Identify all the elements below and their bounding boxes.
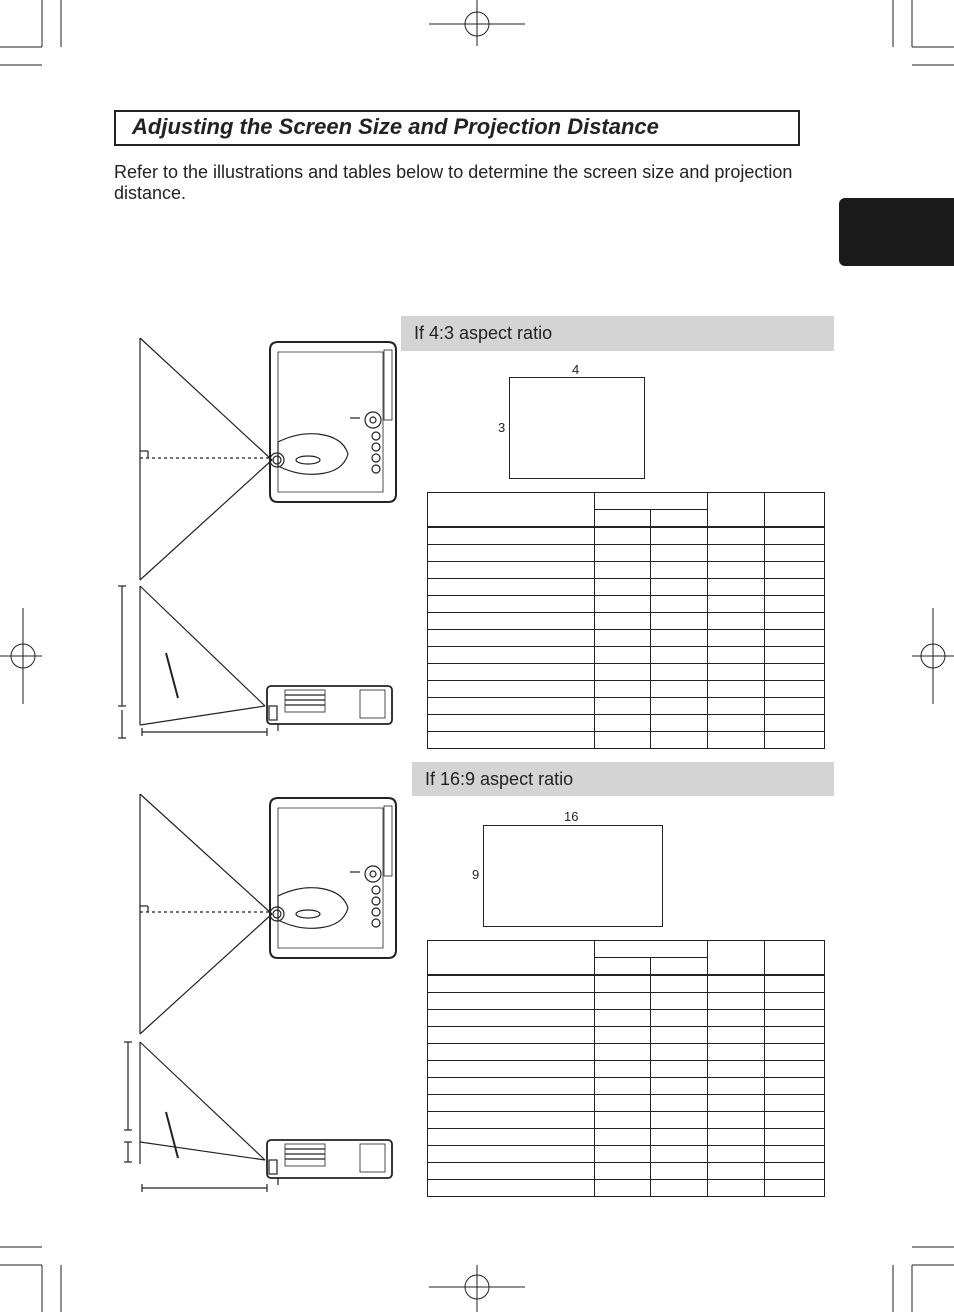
table-row [428, 1146, 825, 1163]
table-cell [708, 1146, 765, 1163]
table-cell [708, 527, 765, 545]
table-cell [595, 1044, 651, 1061]
table-cell [428, 493, 595, 528]
table-row [428, 545, 825, 562]
table-row [428, 647, 825, 664]
table-cell [765, 975, 825, 993]
table-cell [765, 1044, 825, 1061]
table-cell [651, 715, 708, 732]
table-cell [428, 993, 595, 1010]
table-cell [765, 613, 825, 630]
table-header-row [428, 941, 825, 958]
table-cell [428, 527, 595, 545]
table-cell [595, 1112, 651, 1129]
table-cell [595, 630, 651, 647]
table-cell [428, 1061, 595, 1078]
table-cell [595, 664, 651, 681]
table-cell [428, 1129, 595, 1146]
intro-text: Refer to the illustrations and tables below to determine the screen size and projection distance. [114, 162, 793, 203]
table-cell [765, 715, 825, 732]
table-cell [765, 1095, 825, 1112]
page-title: Adjusting the Screen Size and Projection Distance [132, 114, 659, 139]
table-cell [651, 1163, 708, 1180]
table-row [428, 596, 825, 613]
table-cell [595, 545, 651, 562]
table-cell [595, 958, 651, 976]
table-cell [708, 647, 765, 664]
table-cell [595, 1027, 651, 1044]
table-cell [428, 1027, 595, 1044]
table-cell [708, 664, 765, 681]
table-cell [651, 993, 708, 1010]
table-cell [708, 630, 765, 647]
table-cell [708, 698, 765, 715]
table-cell [708, 1010, 765, 1027]
table-row [428, 1163, 825, 1180]
table-cell [428, 664, 595, 681]
table-cell [651, 1129, 708, 1146]
table-row [428, 715, 825, 732]
table-cell [428, 1044, 595, 1061]
table-cell [428, 613, 595, 630]
table-cell [428, 647, 595, 664]
table-row [428, 1129, 825, 1146]
table-cell [765, 1180, 825, 1197]
table-cell [708, 545, 765, 562]
table-cell [595, 613, 651, 630]
table-cell [708, 1163, 765, 1180]
table-cell [765, 527, 825, 545]
table-cell [595, 647, 651, 664]
table-row [428, 975, 825, 993]
table-cell [651, 1078, 708, 1095]
table-cell [765, 664, 825, 681]
table-cell [428, 1180, 595, 1197]
table-cell [708, 732, 765, 749]
table-cell [708, 493, 765, 528]
table-cell [708, 613, 765, 630]
table-cell [428, 681, 595, 698]
table-cell [428, 562, 595, 579]
table-cell [765, 630, 825, 647]
table-row [428, 562, 825, 579]
table-cell [651, 975, 708, 993]
table-row [428, 1078, 825, 1095]
section-tab [839, 198, 954, 266]
section-header-16-9: If 16:9 aspect ratio [412, 762, 834, 796]
table-cell [708, 562, 765, 579]
table-cell [595, 1146, 651, 1163]
projection-table-4-3 [427, 492, 825, 749]
table-row [428, 1044, 825, 1061]
table-cell [651, 579, 708, 596]
table-cell [595, 732, 651, 749]
table-row [428, 1095, 825, 1112]
table-cell [651, 1010, 708, 1027]
table-cell [651, 1061, 708, 1078]
table-cell [428, 1146, 595, 1163]
table-cell [708, 1095, 765, 1112]
table-cell [651, 527, 708, 545]
table-cell [651, 562, 708, 579]
table-cell [428, 698, 595, 715]
table-cell [428, 579, 595, 596]
table-cell [595, 681, 651, 698]
table-cell [428, 1095, 595, 1112]
table-row [428, 664, 825, 681]
table-cell [651, 664, 708, 681]
projector-side-view-illustration [110, 578, 400, 748]
table-cell [765, 681, 825, 698]
table-cell [651, 545, 708, 562]
table-cell [595, 1010, 651, 1027]
table-cell [428, 596, 595, 613]
table-cell [708, 1180, 765, 1197]
projector-top-view-illustration [110, 786, 400, 1036]
table-cell [428, 1078, 595, 1095]
table-cell [595, 579, 651, 596]
table-cell [765, 545, 825, 562]
table-cell [708, 1078, 765, 1095]
table-cell [595, 1163, 651, 1180]
table-cell [708, 1027, 765, 1044]
table-cell [595, 527, 651, 545]
table-cell [651, 1180, 708, 1197]
table-cell [595, 941, 708, 958]
table-cell [595, 715, 651, 732]
table-cell [428, 630, 595, 647]
table-cell [708, 975, 765, 993]
table-cell [708, 993, 765, 1010]
table-row [428, 1180, 825, 1197]
table-cell [765, 493, 825, 528]
ratio-width-label: 4 [572, 362, 580, 377]
ratio-height-label: 9 [472, 867, 480, 882]
table-cell [428, 975, 595, 993]
projector-side-view-illustration [110, 1034, 400, 1204]
ratio-height-label: 3 [498, 420, 506, 435]
table-cell [595, 510, 651, 528]
table-cell [708, 1061, 765, 1078]
table-cell [595, 993, 651, 1010]
table-cell [595, 1129, 651, 1146]
projection-table-16-9 [427, 940, 825, 1197]
table-cell [765, 596, 825, 613]
table-cell [428, 715, 595, 732]
table-cell [765, 1146, 825, 1163]
table-cell [651, 958, 708, 976]
table-cell [428, 1163, 595, 1180]
table-row [428, 1112, 825, 1129]
table-row [428, 579, 825, 596]
table-cell [651, 698, 708, 715]
table-cell [595, 493, 708, 510]
table-cell [765, 698, 825, 715]
table-cell [595, 698, 651, 715]
table-cell [708, 596, 765, 613]
table-cell [708, 941, 765, 976]
table-cell [765, 993, 825, 1010]
table-row [428, 630, 825, 647]
table-cell [428, 545, 595, 562]
table-cell [651, 1044, 708, 1061]
table-cell [765, 1078, 825, 1095]
table-cell [765, 1163, 825, 1180]
table-cell [765, 1061, 825, 1078]
table-cell [708, 681, 765, 698]
table-cell [708, 1129, 765, 1146]
table-cell [708, 579, 765, 596]
table-cell [651, 510, 708, 528]
table-cell [651, 1027, 708, 1044]
table-cell [651, 1112, 708, 1129]
table-row [428, 1061, 825, 1078]
table-cell [595, 1061, 651, 1078]
table-cell [708, 715, 765, 732]
table-cell [595, 975, 651, 993]
table-header-row [428, 493, 825, 510]
projector-top-view-illustration [110, 330, 400, 580]
table-cell [428, 1010, 595, 1027]
table-cell [765, 941, 825, 976]
ratio-width-label: 16 [564, 809, 579, 824]
table-row [428, 698, 825, 715]
table-cell [765, 1129, 825, 1146]
table-cell [428, 1112, 595, 1129]
table-cell [651, 647, 708, 664]
table-row [428, 1010, 825, 1027]
table-cell [651, 630, 708, 647]
table-cell [651, 681, 708, 698]
table-cell [765, 1010, 825, 1027]
table-row [428, 1027, 825, 1044]
aspect-ratio-frame [509, 377, 645, 479]
table-cell [765, 732, 825, 749]
table-cell [765, 1027, 825, 1044]
table-cell [651, 1146, 708, 1163]
table-cell [651, 613, 708, 630]
table-cell [765, 1112, 825, 1129]
table-cell [765, 579, 825, 596]
table-cell [428, 941, 595, 976]
table-cell [428, 732, 595, 749]
table-cell [708, 1112, 765, 1129]
table-row [428, 993, 825, 1010]
table-cell [595, 1095, 651, 1112]
table-cell [595, 1078, 651, 1095]
table-row [428, 613, 825, 630]
table-cell [651, 732, 708, 749]
table-cell [765, 562, 825, 579]
table-cell [595, 596, 651, 613]
table-row [428, 732, 825, 749]
table-cell [595, 1180, 651, 1197]
table-cell [651, 596, 708, 613]
table-row [428, 527, 825, 545]
table-cell [595, 562, 651, 579]
table-cell [651, 1095, 708, 1112]
table-cell [708, 1044, 765, 1061]
section-header-4-3: If 4:3 aspect ratio [401, 316, 834, 351]
aspect-ratio-frame [483, 825, 663, 927]
table-cell [765, 647, 825, 664]
table-row [428, 681, 825, 698]
